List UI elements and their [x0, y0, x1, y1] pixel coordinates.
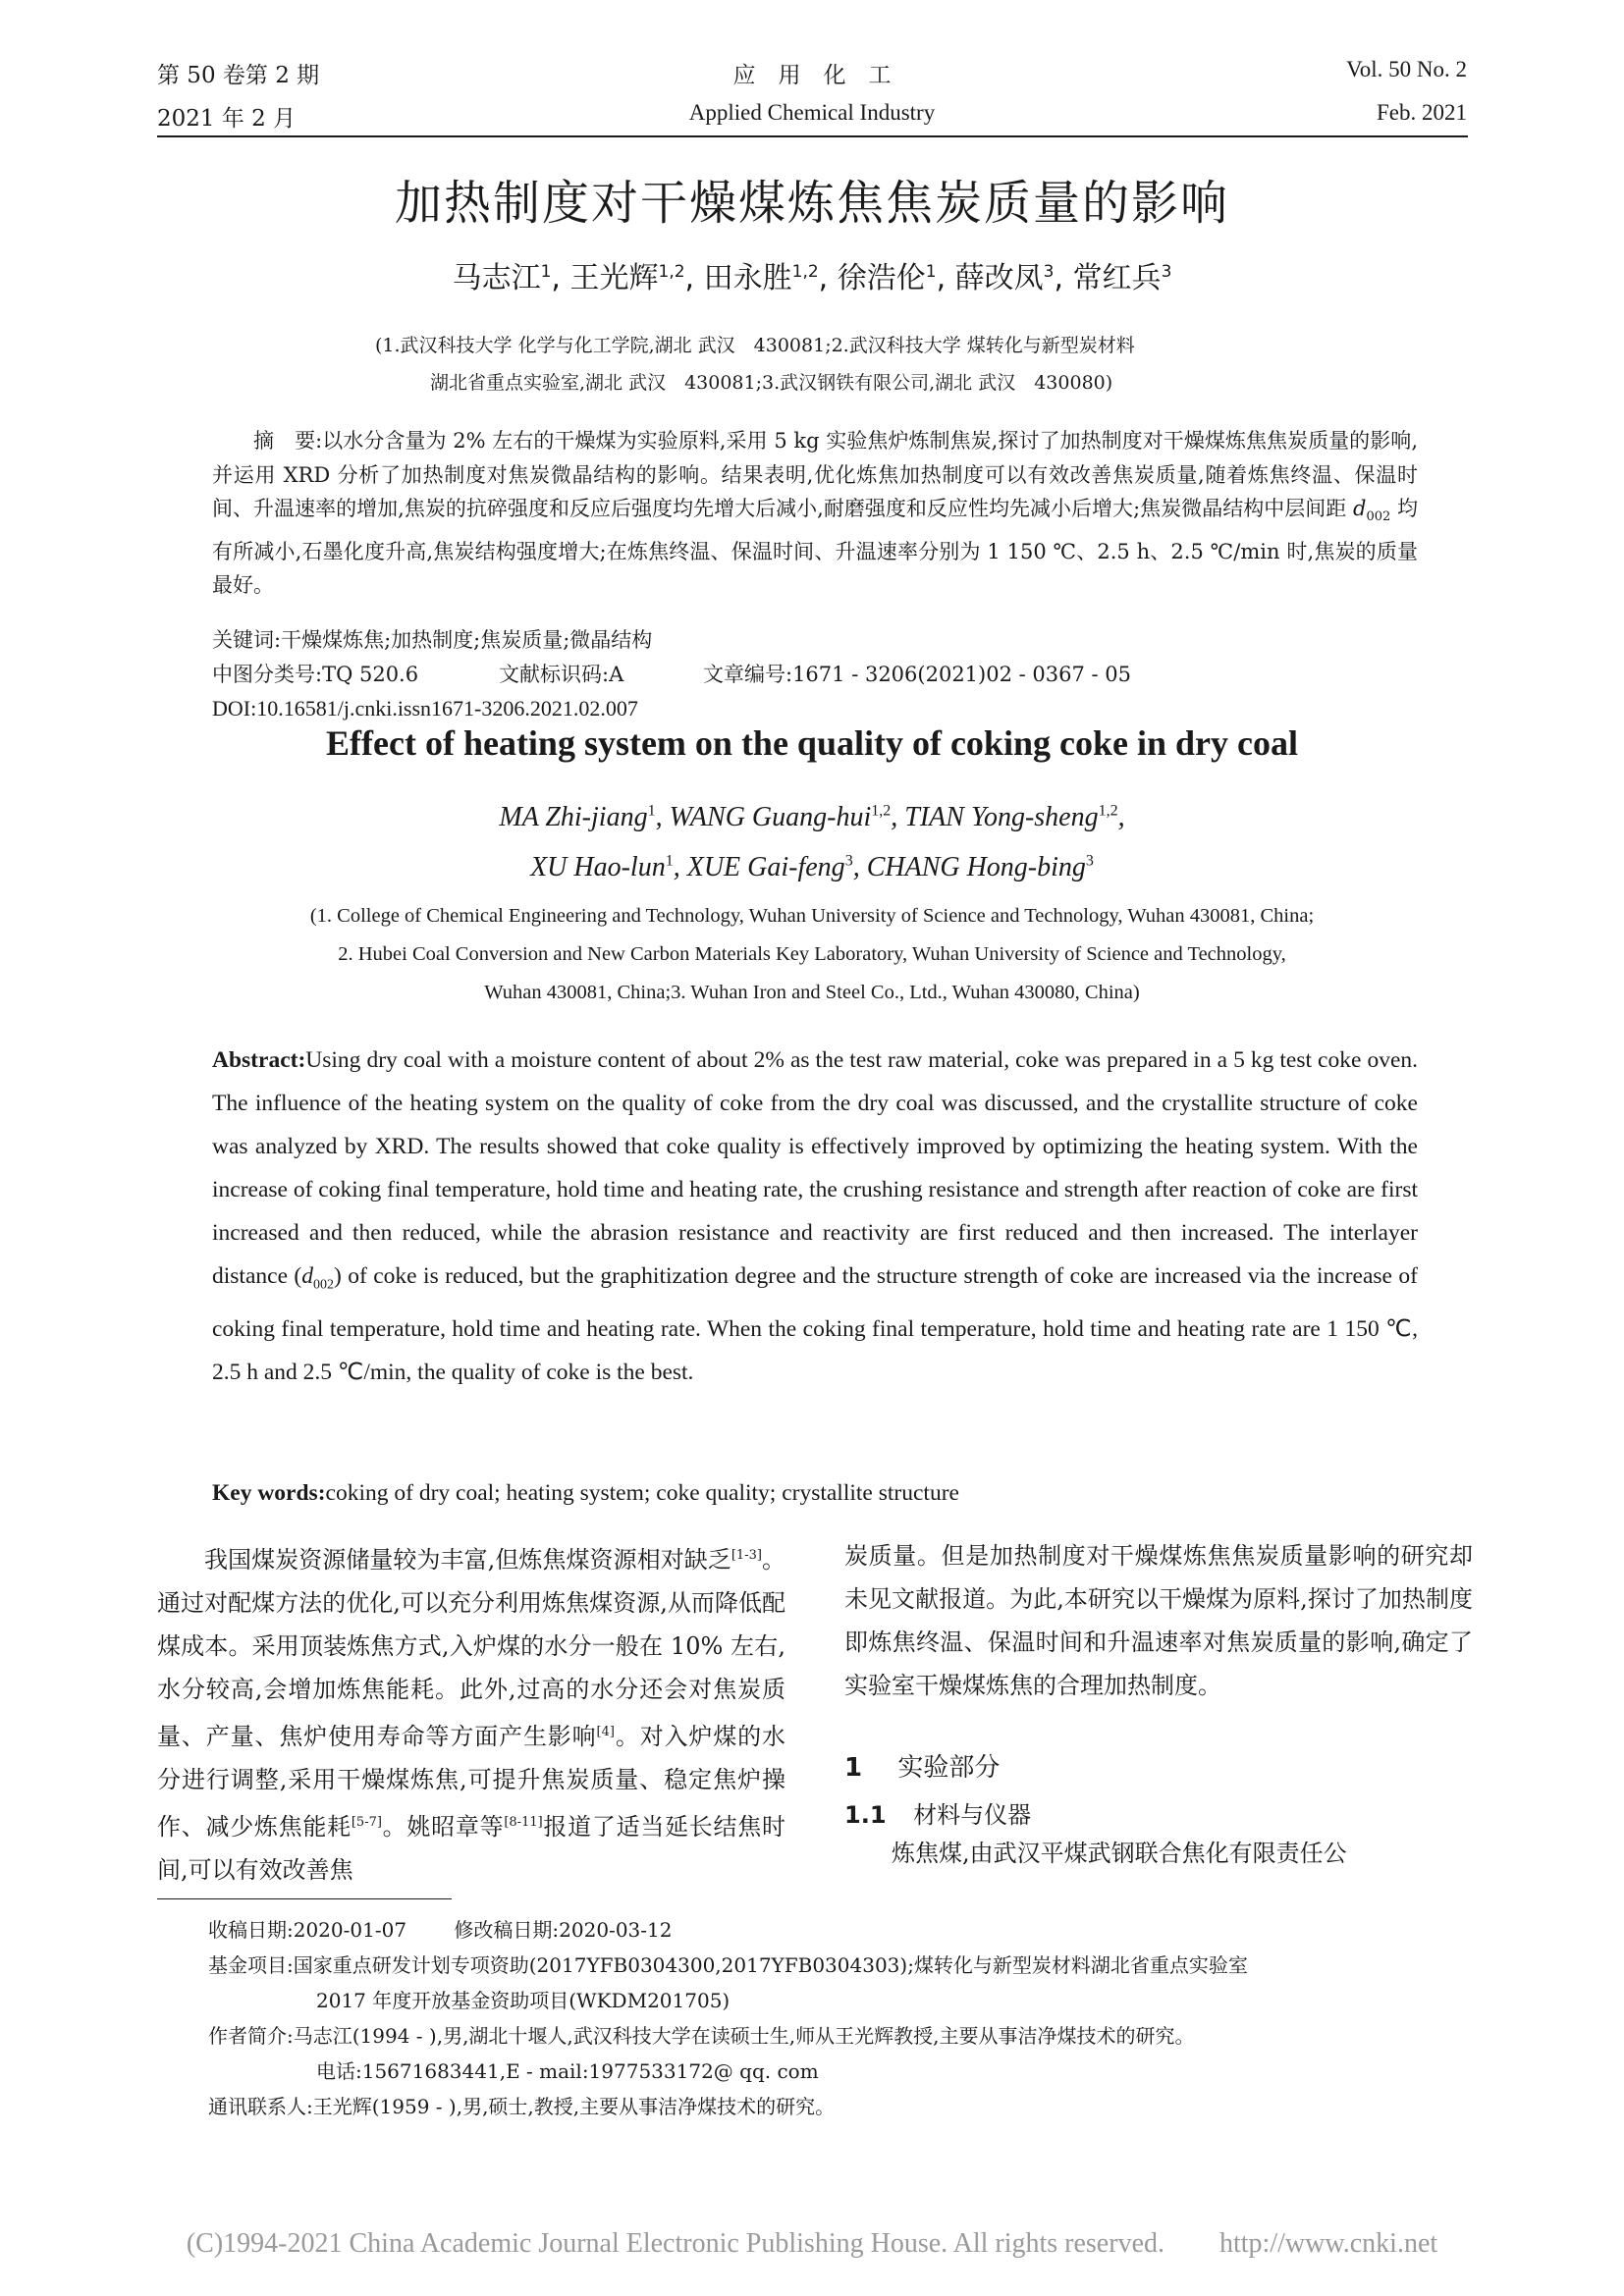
abstract-cn-label: 摘 要:: [253, 429, 323, 453]
body-left-column: [157, 1534, 785, 1892]
section-heading-1: [844, 1747, 1000, 1784]
corresponding-author: 通讯联系人:王光辉(1959 - ),男,硕士,教授,主要从事洁净煤技术的研究。: [208, 2095, 836, 2118]
abstract-en-subscript: 002: [313, 1277, 334, 1293]
abstract-en-text: Using dry coal with a moisture content of about 2% as the test raw material, coke was prepared in a 5 kg test coke oven. The influence of the heating system on the quality of coke from the dry coal was discussed, and the crystallite structure of coke was analyzed by XRD. The results showed that coke quality is effectively improved by optimizing the heating system. With the increase of coking final temperature, hold time and heating rate, the crushing resistance and strength after reaction of coke are first increased and then reduced, while the abrasion resistance and reactivity are first reduced and then increased. The interlayer distance (: [212, 1047, 1419, 1289]
affiliation-cn-line: (1.武汉科技大学 化学与化工学院,湖北 武汉 430081;2.武汉科技大学 煤转化与新型炭材料: [375, 335, 1135, 356]
author-aff: 1,2: [1098, 802, 1118, 820]
author-en: MA Zhi-jiang: [499, 802, 648, 832]
author-aff: 1: [665, 852, 674, 870]
author-cn: 徐浩伦: [837, 261, 926, 295]
author-en: CHANG Hong-bing: [866, 852, 1086, 882]
abstract-cn-symbol: d: [1353, 497, 1367, 520]
keywords-en: [212, 1471, 1418, 1515]
body-text: 。姚昭章等: [381, 1813, 505, 1841]
author-cn: 田永胜: [703, 261, 792, 295]
abstract-en: [212, 1039, 1418, 1394]
volume-number: Vol. 50 No. 2: [1346, 57, 1467, 81]
section-title: 实验部分: [897, 1753, 1001, 1783]
body-right-column-para2: [844, 1832, 1473, 1875]
dates-line: [208, 1912, 1445, 1948]
keywords-en-label: Key words:: [212, 1480, 326, 1506]
paper-title-cn: 加热制度对干燥煤炼焦焦炭质量的影响: [394, 176, 1229, 231]
authors-en-line2: XU Hao-lun$^1$, XUE Gai-feng$^3$, CHANG Hong-bing$^3$: [530, 852, 1094, 882]
footnote-rule: [157, 1898, 452, 1899]
affiliation-en-line: Wuhan 430081, China;3. Wuhan Iron and Steel Co., Ltd., Wuhan 430080, China): [484, 982, 1140, 1003]
copyright-footer: (C)1994-2021 China Academic Journal Electronic Publishing House. All rights reserved. http://www.cnki.net: [186, 2228, 1438, 2259]
citation: [1-3]: [731, 1548, 762, 1563]
body-text: 。通过对配煤方法的优化,可以充分利用炼焦煤资源,从而降低配煤成本。采用顶装炼焦方式,入炉煤的水分一般在 10% 左右,水分较高,会增加炼焦能耗。此外,过高的水分还会对焦炭质量、产量、焦炉使用寿命等方面产生影响: [157, 1546, 785, 1750]
clc-number: 中图分类号:TQ 520.6: [212, 663, 419, 686]
citation: [8-11]: [504, 1815, 543, 1830]
body-text: 。对入炉煤的水分进行调整,采用干燥煤炼焦,可提升焦炭质量、稳定焦炉操作、减少炼焦能耗: [157, 1723, 786, 1841]
author-aff: 1: [647, 802, 656, 820]
affiliation-en: [0, 897, 1624, 1012]
citation: [4]: [596, 1725, 615, 1739]
affiliation-en-line: 2. Hubei Coal Conversion and New Carbon Materials Key Laboratory, Wuhan University of Science and Technology,: [338, 943, 1286, 965]
author-aff: 1,2: [791, 262, 819, 282]
author-en: WANG Guang-hui: [669, 802, 872, 832]
body-right-column-para1: [844, 1534, 1473, 1707]
received-date: 收稿日期:2020-01-07: [208, 1918, 407, 1942]
author-aff: 3: [844, 852, 853, 870]
abstract-cn: [212, 424, 1418, 603]
author-contact: 电话:15671683441,E - mail:1977533172@ qq. com: [316, 2059, 819, 2083]
authors-en-line1: MA Zhi-jiang$^1$, WANG Guang-hui$^{1,2}$, TIAN Yong-sheng$^{1,2}$,: [499, 802, 1125, 832]
section-heading-1-1: [844, 1795, 1031, 1830]
author-aff: 1: [925, 262, 937, 282]
header-rule: [157, 135, 1468, 137]
abstract-cn-text-end: 均有所减小,石墨化度升高,焦炭结构强度增大;在炼焦终温、保温时间、升温速率分别为 1 150 ℃、2.5 h、2.5 ℃/min 时,焦炭的质量最好。: [212, 497, 1418, 598]
abstract-en-label: Abstract:: [212, 1047, 306, 1073]
author-en: TIAN Yong-sheng: [904, 802, 1099, 832]
affiliation-cn-line: 湖北省重点实验室,湖北 武汉 430081;3.武汉钢铁有限公司,湖北 武汉 430080): [430, 372, 1113, 394]
citation: [5-7]: [351, 1815, 382, 1830]
author-cn: 薛改凤: [954, 261, 1044, 295]
keywords-en-text: coking of dry coal; heating system; coke quality; crystallite structure: [325, 1480, 959, 1506]
revised-date: 修改稿日期:2020-03-12: [454, 1918, 673, 1942]
author-cn: 王光辉: [569, 261, 659, 295]
article-number: 文章编号:1671 - 3206(2021)02 - 0367 - 05: [703, 663, 1132, 686]
section-number: 1.1: [844, 1801, 887, 1829]
abstract-en-symbol: d: [301, 1263, 313, 1289]
journal-date: 2021 年 2 月: [157, 106, 297, 132]
keywords-cn: 关键词:干燥煤炼焦;加热制度;焦炭质量;微晶结构: [212, 628, 653, 652]
author-aff: 1,2: [871, 802, 892, 820]
journal-issue: 第 50 卷第 2 期: [157, 63, 320, 88]
journal-name-en: Applied Chemical Industry: [688, 100, 936, 125]
doi: DOI:10.16581/j.cnki.issn1671-3206.2021.02.007: [212, 696, 638, 721]
classification-line: [212, 658, 1418, 692]
authors-cn: 马志江$^1$, 王光辉$^{1,2}$, 田永胜$^{1,2}$, 徐浩伦$^1$, 薛改凤$^3$, 常红兵$^3$: [452, 261, 1172, 295]
body-text: 炼焦煤,由武汉平煤武钢联合焦化有限责任公: [892, 1840, 1347, 1867]
author-cn: 马志江: [452, 261, 541, 295]
author-en: XU Hao-lun: [530, 852, 666, 882]
fund-line: 2017 年度开放基金资助项目(WKDM201705): [316, 1989, 731, 2012]
footnotes: [208, 1912, 1445, 2124]
affiliation-en-line: (1. College of Chemical Engineering and Technology, Wuhan University of Science and Technology, Wuhan 430081, China;: [309, 905, 1315, 927]
author-cn: 常红兵: [1072, 261, 1162, 295]
section-title: 材料与仪器: [913, 1801, 1032, 1829]
abstract-cn-text: 以水分含量为 2% 左右的干燥煤为实验原料,采用 5 kg 实验焦炉炼制焦炭,探讨了加热制度对干燥煤炼焦焦炭质量的影响,并运用 XRD 分析了加热制度对焦炭微晶结构的影响。结果表明,优化炼焦加热制度可以有效改善焦炭质量,随着炼焦终温、保温时间、升温速率的增加,焦炭的抗碎强度和反应后强度均先增大后减小,耐磨强度和反应性均先减小后增大;焦炭微晶结构中层间距: [212, 429, 1418, 520]
author-aff: 1: [540, 262, 552, 282]
abstract-cn-subscript: 002: [1366, 509, 1391, 525]
author-aff: 3: [1161, 262, 1172, 282]
section-number: 1: [844, 1753, 863, 1783]
fund-line: 基金项目:国家重点研发计划专项资助(2017YFB0304300,2017YFB0304303);煤转化与新型炭材料湖北省重点实验室: [208, 1953, 1248, 1977]
doc-code: 文献标识码:A: [499, 663, 624, 686]
body-text: 炭质量。但是加热制度对干燥煤炼焦焦炭质量影响的研究却未见文献报道。为此,本研究以干燥煤为原料,探讨了加热制度即炼焦终温、保温时间和升温速率对焦炭质量的影响,确定了实验室干燥煤炼焦的合理加热制度。: [844, 1542, 1473, 1699]
abstract-en-text-end: ) of coke is reduced, but the graphitization degree and the structure strength of coke are increased via the increase of coking final temperature, hold time and heating rate. When the coking final temperature, hold time and heating rate are 1 150 ℃, 2.5 h and 2.5 ℃/min, the quality of coke is the best.: [212, 1263, 1418, 1385]
body-text: 我国煤炭资源储量较为丰富,但炼焦煤资源相对缺乏: [204, 1546, 731, 1574]
author-en: XUE Gai-feng: [686, 852, 845, 882]
author-aff: 3: [1085, 852, 1094, 870]
author-aff: 1,2: [658, 262, 685, 282]
author-aff: 3: [1043, 262, 1055, 282]
author-bio: 作者简介:马志江(1994 - ),男,湖北十堰人,武汉科技大学在读硕士生,师从王光辉教授,主要从事洁净煤技术的研究。: [208, 2024, 1195, 2048]
paper-title-en: Effect of heating system on the quality of coking coke in dry coal: [326, 723, 1298, 763]
body-text: 报道了适当延长结焦时间,可以有效改善焦: [157, 1813, 786, 1884]
journal-name-cn: 应 用 化 工: [732, 63, 892, 88]
issue-date-en: Feb. 2021: [1377, 100, 1467, 125]
affiliation-cn: [295, 327, 1335, 401]
